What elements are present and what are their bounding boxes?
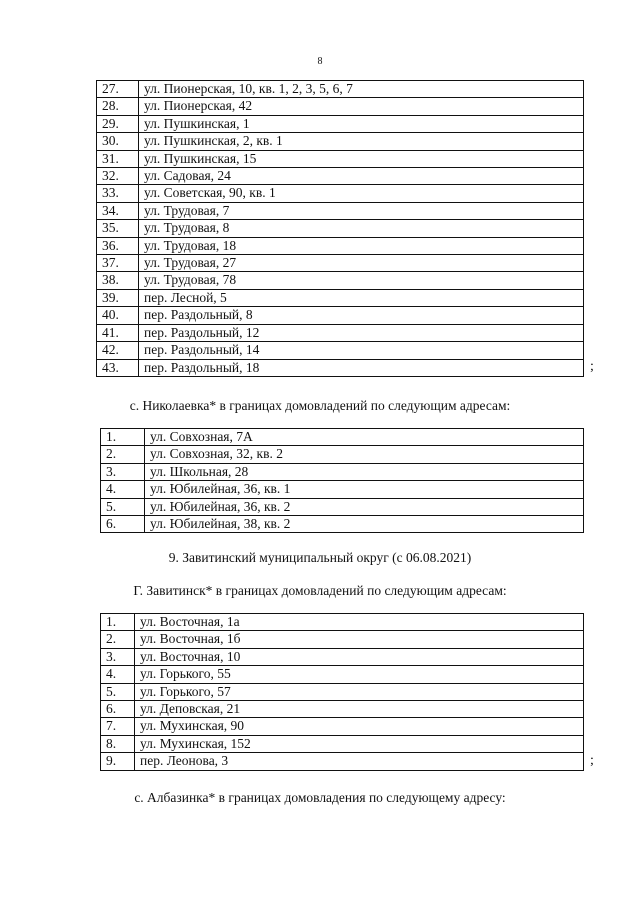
- row-number: 31.: [97, 150, 139, 167]
- row-number: 37.: [97, 255, 139, 272]
- section-heading: 9. Завитинский муниципальный округ (с 06.08.2021): [168, 550, 472, 565]
- nikolaevka-address-table: [100, 428, 584, 533]
- row-address: ул. Пушкинская, 15: [139, 150, 584, 167]
- row-address: ул. Юбилейная, 38, кв. 2: [145, 516, 584, 533]
- row-address: пер. Раздольный, 8: [139, 307, 584, 324]
- table-row: [101, 718, 584, 735]
- zavitinsk-caption: Г. Завитинск* в границах домовладений по следующим адресам:: [133, 583, 507, 598]
- row-address: ул. Школьная, 28: [145, 463, 584, 480]
- table-row: [97, 185, 584, 202]
- row-number: 38.: [97, 272, 139, 289]
- row-address: ул. Садовая, 24: [139, 168, 584, 185]
- row-number: 33.: [97, 185, 139, 202]
- row-number: 5.: [101, 498, 145, 515]
- table-row: [97, 289, 584, 306]
- row-address: ул. Трудовая, 18: [139, 237, 584, 254]
- table-row: [97, 168, 584, 185]
- table-row: [97, 359, 584, 376]
- row-number: 8.: [101, 735, 135, 752]
- albazinka-caption: с. Албазинка* в границах домовладения по следующему адресу:: [134, 790, 506, 805]
- nikolaevka-caption: с. Николаевка* в границах домовладений по следующим адресам:: [129, 398, 511, 413]
- row-address: ул. Деповская, 21: [135, 701, 584, 718]
- table-row: [101, 516, 584, 533]
- table-row: [97, 272, 584, 289]
- row-number: 39.: [97, 289, 139, 306]
- table-row: [97, 324, 584, 341]
- zavitinsk-address-table: [100, 613, 584, 771]
- row-address: ул. Юбилейная, 36, кв. 2: [145, 498, 584, 515]
- table-row: [97, 98, 584, 115]
- address-table-body: [101, 429, 584, 533]
- row-address: пер. Раздольный, 14: [139, 342, 584, 359]
- row-address: ул. Мухинская, 90: [135, 718, 584, 735]
- table-row: [97, 81, 584, 98]
- row-number: 34.: [97, 202, 139, 219]
- row-number: 27.: [97, 81, 139, 98]
- table-row: [101, 481, 584, 498]
- row-address: пер. Раздольный, 12: [139, 324, 584, 341]
- row-address: ул. Пионерская, 10, кв. 1, 2, 3, 5, 6, 7: [139, 81, 584, 98]
- row-address: ул. Пушкинская, 1: [139, 115, 584, 132]
- row-address: ул. Юбилейная, 36, кв. 1: [145, 481, 584, 498]
- table-row: [101, 753, 584, 770]
- table-row: [101, 648, 584, 665]
- row-number: 35.: [97, 220, 139, 237]
- table-row: [97, 202, 584, 219]
- row-address: ул. Мухинская, 152: [135, 735, 584, 752]
- row-number: 30.: [97, 133, 139, 150]
- table-row: [97, 133, 584, 150]
- row-number: 2.: [101, 631, 135, 648]
- table-row: [97, 307, 584, 324]
- row-address: ул. Горького, 57: [135, 683, 584, 700]
- row-address: пер. Леонова, 3: [135, 753, 584, 770]
- row-number: 1.: [101, 614, 135, 631]
- row-address: ул. Горького, 55: [135, 666, 584, 683]
- address-table-body: [97, 81, 584, 377]
- table-row: [97, 220, 584, 237]
- row-number: 29.: [97, 115, 139, 132]
- table-row: [101, 666, 584, 683]
- table3-semicolon: ;: [590, 753, 594, 768]
- row-address: пер. Лесной, 5: [139, 289, 584, 306]
- row-address: пер. Раздольный, 18: [139, 359, 584, 376]
- row-number: 2.: [101, 446, 145, 463]
- table-row: [101, 683, 584, 700]
- table-row: [97, 115, 584, 132]
- table-row: [97, 150, 584, 167]
- row-address: ул. Пушкинская, 2, кв. 1: [139, 133, 584, 150]
- table-row: [101, 446, 584, 463]
- table1-semicolon: ;: [590, 359, 594, 374]
- row-number: 7.: [101, 718, 135, 735]
- row-address: ул. Восточная, 1а: [135, 614, 584, 631]
- row-number: 43.: [97, 359, 139, 376]
- row-number: 4.: [101, 666, 135, 683]
- row-number: 9.: [101, 753, 135, 770]
- table-row: [97, 342, 584, 359]
- table-row: [101, 429, 584, 446]
- table-row: [97, 255, 584, 272]
- row-number: 4.: [101, 481, 145, 498]
- row-address: ул. Трудовая, 8: [139, 220, 584, 237]
- row-address: ул. Совхозная, 7А: [145, 429, 584, 446]
- row-number: 42.: [97, 342, 139, 359]
- row-address: ул. Восточная, 10: [135, 648, 584, 665]
- address-table-continuation: [96, 80, 584, 377]
- row-address: ул. Трудовая, 78: [139, 272, 584, 289]
- table-row: [101, 498, 584, 515]
- row-number: 40.: [97, 307, 139, 324]
- row-address: ул. Советская, 90, кв. 1: [139, 185, 584, 202]
- page-number: 8: [317, 56, 323, 67]
- row-address: ул. Совхозная, 32, кв. 2: [145, 446, 584, 463]
- row-number: 3.: [101, 648, 135, 665]
- row-number: 32.: [97, 168, 139, 185]
- row-number: 36.: [97, 237, 139, 254]
- row-number: 28.: [97, 98, 139, 115]
- table-row: [101, 701, 584, 718]
- table-row: [101, 735, 584, 752]
- row-address: ул. Пионерская, 42: [139, 98, 584, 115]
- row-address: ул. Трудовая, 7: [139, 202, 584, 219]
- table-row: [101, 614, 584, 631]
- row-number: 1.: [101, 429, 145, 446]
- row-number: 41.: [97, 324, 139, 341]
- row-address: ул. Трудовая, 27: [139, 255, 584, 272]
- table-row: [97, 237, 584, 254]
- row-number: 3.: [101, 463, 145, 480]
- table-row: [101, 631, 584, 648]
- row-number: 5.: [101, 683, 135, 700]
- address-table-body: [101, 614, 584, 771]
- row-number: 6.: [101, 516, 145, 533]
- row-address: ул. Восточная, 1б: [135, 631, 584, 648]
- table-row: [101, 463, 584, 480]
- row-number: 6.: [101, 701, 135, 718]
